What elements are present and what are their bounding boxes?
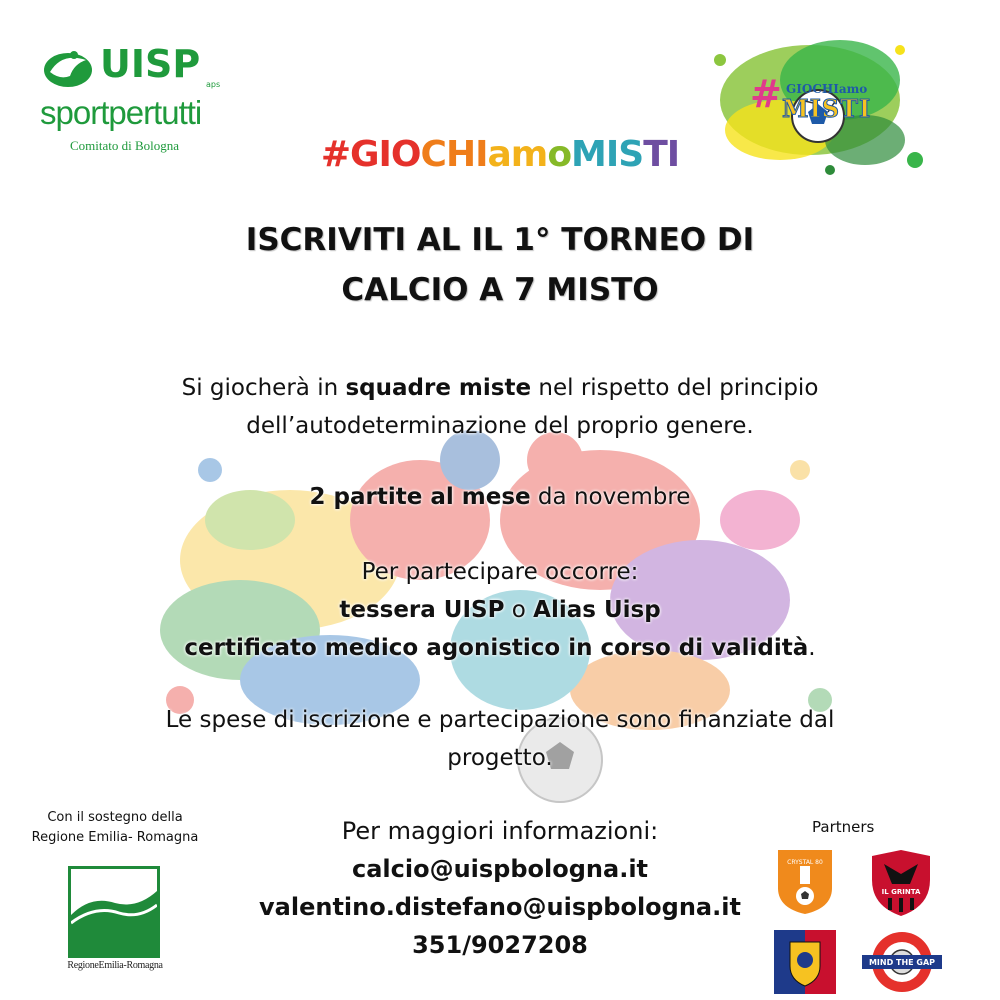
partner-club-crest-logo xyxy=(774,930,836,994)
email-calcio-link[interactable]: calcio@uispbologna.it xyxy=(351,855,649,883)
headline-line-2: CALCIO A 7 MISTO xyxy=(341,272,659,308)
text: nel rispetto del principio xyxy=(531,375,819,401)
partner-crystal-logo xyxy=(774,848,836,916)
badge-text-giochiamo: GIOCHIamo xyxy=(786,82,868,96)
partners-title: Partners xyxy=(812,818,875,836)
regione-logo-mark xyxy=(71,869,157,955)
hashtag-part: o xyxy=(547,134,572,175)
sponsor-text xyxy=(10,808,220,848)
contacts-title: Per maggiori informazioni: xyxy=(341,817,659,845)
paragraph-funding xyxy=(50,701,950,777)
hashtag-part: #GIO xyxy=(320,134,421,175)
uisp-wordmark: UISP xyxy=(100,42,201,86)
uisp-aps-label: aps xyxy=(206,80,221,89)
text-bold: certificato medico agonistico in corso di validità xyxy=(184,635,809,661)
email-valentino-link[interactable]: valentino.distefano@uispbologna.it xyxy=(259,893,741,921)
partners-block xyxy=(762,812,992,998)
hashtag-part: am xyxy=(487,134,548,175)
text: progetto. xyxy=(447,745,553,771)
hashtag-part: CHI xyxy=(420,134,488,175)
phone-number[interactable]: 351/9027208 xyxy=(412,931,588,959)
text-bold: 2 partite al mese xyxy=(309,484,531,510)
partner-mind-the-gap-logo xyxy=(862,930,942,994)
badge-text-misti: MISTI xyxy=(782,94,872,123)
sponsor-line-1: Con il sostegno della xyxy=(47,810,183,825)
partner-il-grinta-label: IL GRINTA xyxy=(881,888,921,896)
hashtag-part: TI xyxy=(643,134,680,175)
text-bold: Alias Uisp xyxy=(533,597,661,623)
text: dell’autodeterminazione del proprio genere. xyxy=(246,413,754,439)
paragraph-requirements xyxy=(50,553,950,667)
paragraph-schedule xyxy=(50,478,950,516)
text: o xyxy=(504,597,534,623)
text: . xyxy=(808,635,816,661)
text: da novembre xyxy=(530,484,691,510)
regione-sponsor xyxy=(10,808,220,988)
sportpertutti-wordmark: sportpertutti xyxy=(40,94,202,131)
comitato-label: Comitato di Bologna xyxy=(70,138,180,153)
text: Per partecipare occorre: xyxy=(361,559,639,585)
partner-crystal-label: CRYSTAL 80 xyxy=(787,859,823,866)
uisp-runner-icon xyxy=(40,46,96,90)
partner-il-grinta-logo xyxy=(870,850,932,916)
headline-line-1: ISCRIVITI AL IL 1° TORNEO DI xyxy=(245,222,755,258)
hashtag-part: MIS xyxy=(571,134,644,175)
text-bold: tessera UISP xyxy=(339,597,505,623)
regione-emilia-romagna-logo xyxy=(68,866,160,958)
sponsor-line-2: Regione Emilia- Romagna xyxy=(31,830,199,845)
text-bold: squadre miste xyxy=(345,375,532,401)
badge-hash: # xyxy=(750,72,782,116)
text: Le spese di iscrizione e partecipazione sono finanziate dal xyxy=(165,707,835,733)
regione-caption: RegioneEmilia-Romagna xyxy=(67,960,163,971)
hashtag-title xyxy=(0,134,1000,175)
paragraph-mixed-teams xyxy=(50,369,950,445)
text: Si giocherà in xyxy=(181,375,346,401)
partner-mind-the-gap-label: MIND THE GAP xyxy=(868,958,936,967)
